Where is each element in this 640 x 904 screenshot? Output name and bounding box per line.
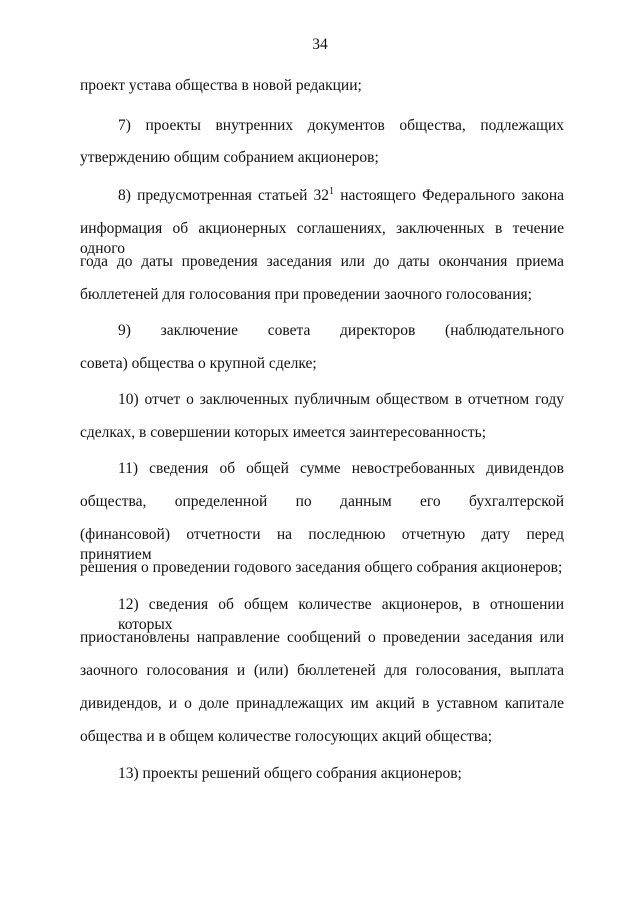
text-line: [118, 186, 564, 206]
text-line: 12) сведения об общем количестве акционеров, в отношении которых: [118, 596, 564, 633]
text-line: общества, определенной по данным его бухгалтерской: [80, 493, 564, 510]
text-line: совета) общества о крупной сделке;: [80, 355, 317, 372]
text-line: дивидендов, и о доле принадлежащих им акций в уставном капитале: [80, 695, 564, 712]
text-line: проект устава общества в новой редакции;: [80, 77, 362, 94]
text-line: 7) проекты внутренних документов общества, подлежащих: [118, 117, 564, 134]
text-line: года до даты проведения заседания или до даты окончания приема: [80, 253, 564, 270]
text-segment: 8) предусмотренная статьей 32: [118, 187, 330, 204]
text-line: бюллетеней для голосования при проведении заочного голосования;: [80, 286, 532, 303]
text-line: 13) проекты решений общего собрания акционеров;: [118, 765, 462, 782]
superscript: 1: [329, 185, 335, 197]
text-line: решения о проведении годового заседания общего собрания акционеров;: [80, 559, 563, 576]
text-segment: настоящего Федерального закона: [334, 187, 564, 204]
text-line: сделках, в совершении которых имеется заинтересованность;: [80, 424, 487, 441]
text-line: приостановлены направление сообщений о проведении заседания или: [80, 629, 564, 646]
text-line: общества и в общем количестве голосующих акций общества;: [80, 728, 493, 745]
text-line: 9) заключение совета директоров (наблюдательного: [118, 322, 564, 339]
text-line: утверждению общим собранием акционеров;: [80, 149, 379, 166]
text-line: информация об акционерных соглашениях, заключенных в течение одного: [80, 220, 564, 257]
page-number: 34: [312, 36, 328, 53]
text-line: 11) сведения об общей сумме невостребованных дивидендов: [118, 460, 564, 477]
text-line: 10) отчет о заключенных публичным обществом в отчетном году: [118, 391, 564, 408]
text-line: (финансовой) отчетности на последнюю отчетную дату перед принятием: [80, 526, 564, 563]
text-line: заочного голосования и (или) бюллетеней для голосования, выплата: [80, 662, 564, 679]
